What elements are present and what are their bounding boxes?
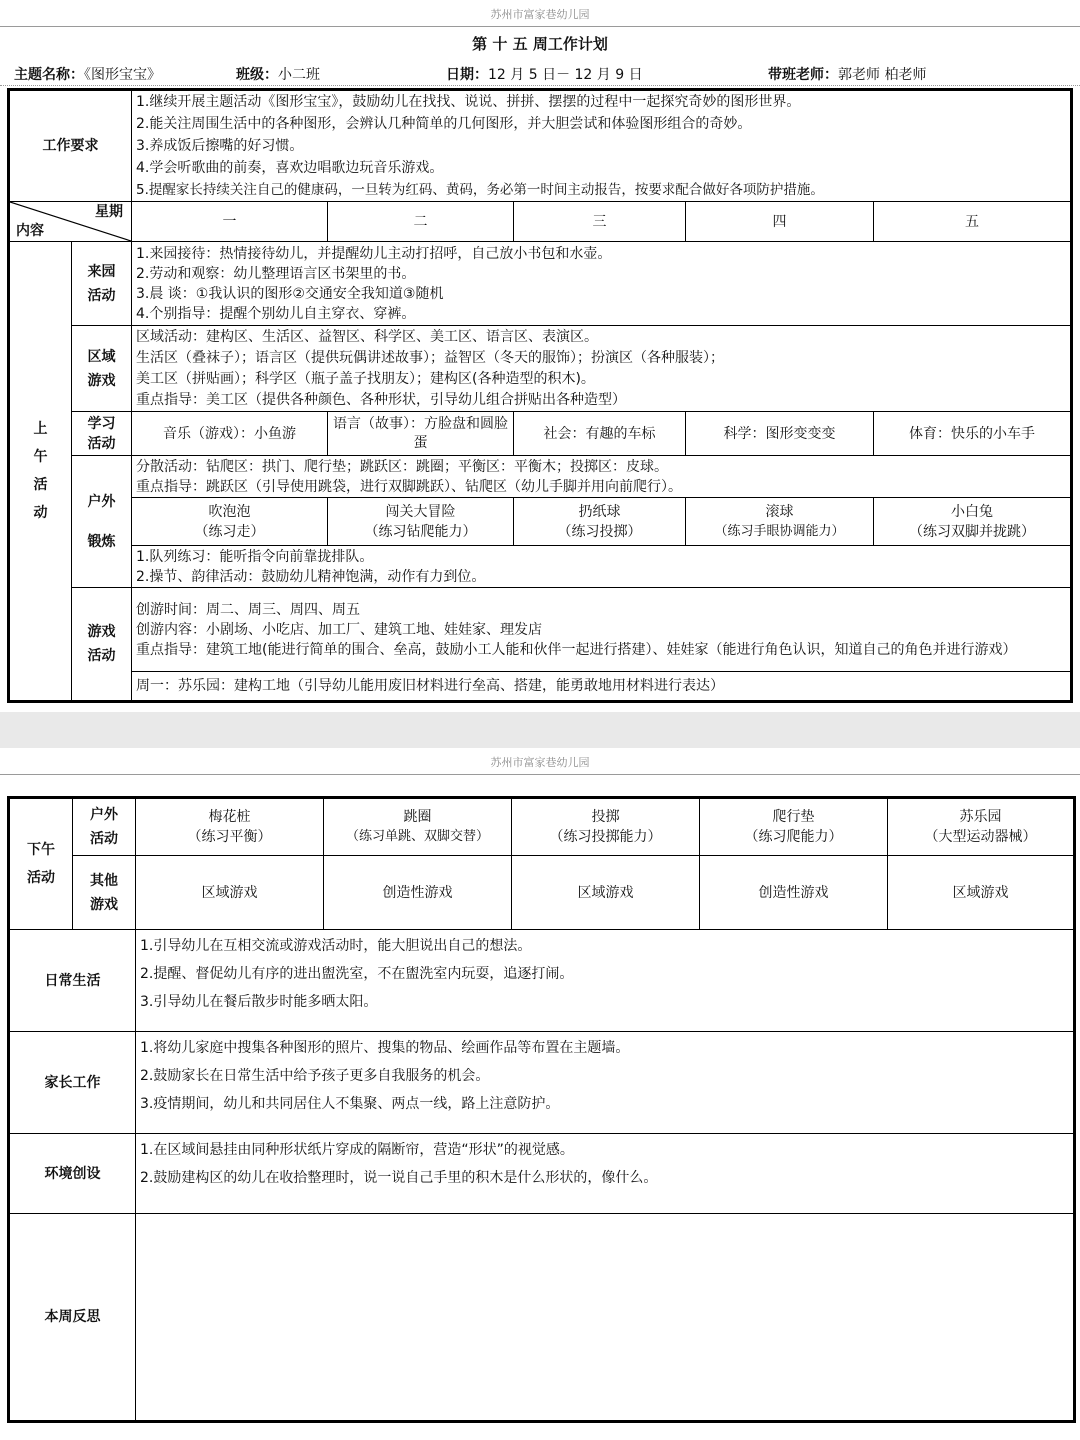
- teacher-label: 带班老师：: [768, 67, 838, 83]
- other-games-label-line: 游戏: [90, 896, 118, 913]
- learning-wed: 社会：有趣的车标: [514, 412, 686, 456]
- work-requirement-item: 3.养成饭后擦嘴的好习惯。: [136, 138, 304, 154]
- content-label: 内容: [16, 223, 44, 239]
- afternoon-day-name: 爬行垫: [772, 809, 815, 825]
- afternoon-outdoor-mon: [136, 798, 324, 856]
- games-item: 创游内容：小剧场、小吃店、加工厂、建筑工地、娃娃家、理发店: [136, 621, 542, 638]
- document-title: 第 十 五 周工作计划: [472, 35, 608, 53]
- afternoon-outdoor-wed: [512, 798, 700, 856]
- area-games-item: 生活区（叠袜子）；语言区（提供玩偶讲述故事）；益智区（冬天的服饰）；扮演区（各种服装）；: [136, 349, 724, 366]
- other-games-tue: 创造性游戏: [324, 856, 512, 930]
- page-2: [0, 748, 1080, 1440]
- learning-label-line: 活动: [87, 435, 116, 452]
- outdoor-day-note: （练习手眼协调能力）: [714, 523, 845, 539]
- afternoon-outdoor-tue: [324, 798, 512, 856]
- learning-mon: 音乐（游戏）：小鱼游: [132, 412, 328, 456]
- environment-item: 1.在区域间悬挂由同种形状纸片穿成的隔断帘，营造“形状”的视觉感。: [140, 1142, 574, 1158]
- outdoor-thu: [686, 498, 874, 546]
- afternoon-outdoor-thu: [700, 798, 888, 856]
- afternoon-day-name: 梅花桩: [208, 809, 251, 825]
- outdoor-day-name: 吹泡泡: [208, 503, 251, 520]
- arrival-item: 4.个别指导：提醒个别幼儿自主穿衣、穿裤。: [136, 305, 416, 322]
- outdoor-tue: [328, 498, 514, 546]
- other-games-label-line: 其他: [90, 872, 118, 889]
- parent-work-item: 2.鼓励家长在日常生活中给予孩子更多自我服务的机会。: [140, 1068, 490, 1084]
- learning-label-line: 学习: [87, 415, 116, 432]
- plan-table-morning: [7, 88, 1073, 703]
- daily-life-item: 3.引导幼儿在餐后散步时能多晒太阳。: [140, 994, 378, 1010]
- arrival-label: [72, 242, 132, 326]
- info-row: [0, 61, 1080, 86]
- theme-label: 主题名称：: [14, 67, 84, 83]
- class-label: 班级：: [236, 67, 278, 83]
- morning-label-char: 午: [33, 449, 48, 465]
- outdoor-day-name: 闯关大冒险: [385, 503, 456, 520]
- arrival-content: [132, 242, 1072, 326]
- afternoon-outdoor-label-line: 户外: [90, 807, 118, 823]
- work-requirement-item: 2.能关注周围生活中的各种图形，会辨认几种简单的几何图形，并大胆尝试和体验图形组合的奇妙。: [136, 116, 752, 132]
- games-label-line: 活动: [87, 648, 116, 664]
- arrival-item: 3.晨 谈：①我认识的图形②交通安全我知道③随机: [136, 285, 444, 302]
- afternoon-day-note: （练习爬能力）: [744, 829, 843, 845]
- other-games-mon: 区域游戏: [136, 856, 324, 930]
- afternoon-outdoor-label-line: 活动: [90, 831, 118, 847]
- games-label: [72, 588, 132, 702]
- outdoor-day-name: 小白兔: [951, 503, 993, 520]
- afternoon-day-note: （大型运动器械）: [924, 829, 1037, 845]
- page-header: 苏州市富家巷幼儿园: [0, 0, 1080, 27]
- afternoon-day-note: （练习单跳、双脚交替）: [345, 829, 489, 844]
- area-games-content: [132, 326, 1072, 412]
- reflection-label: 本周反思: [9, 1214, 136, 1422]
- work-requirement-item: 5.提醒家长持续关注自己的健康码，一旦转为红码、黄码，务必第一时间主动报告，按要求配合做好各项防护措施。: [136, 182, 824, 198]
- learning-thu: 科学：图形变变变: [686, 412, 874, 456]
- outdoor-day-note: （练习双脚并拢跳）: [909, 523, 1035, 540]
- other-games-thu: 创造性游戏: [700, 856, 888, 930]
- outdoor-day-note: （练习钻爬能力）: [364, 523, 477, 540]
- date-value: 12 月 5 日－ 12 月 9 日: [488, 67, 643, 83]
- outdoor-exercises: [132, 546, 1072, 588]
- outdoor-exercise-label: [72, 456, 132, 588]
- day-header-tue: 二: [328, 202, 514, 242]
- date-label: 日期：: [446, 67, 488, 83]
- afternoon-day-name: 跳圈: [403, 809, 432, 825]
- theme-value: 《图形宝宝》: [84, 67, 161, 83]
- daily-life-item: 2.提醒、督促幼儿有序的进出盥洗室，不在盥洗室内玩耍，追逐打闹。: [140, 966, 574, 982]
- outdoor-fri: [874, 498, 1072, 546]
- weekday-content-header: [9, 202, 132, 242]
- exercise-item: 2.操节、韵律活动：鼓励幼儿精神饱满，动作有力到位。: [136, 568, 486, 585]
- page-1: [0, 0, 1080, 712]
- plan-table-afternoon: [7, 796, 1076, 1423]
- day-header-mon: 一: [132, 202, 328, 242]
- class-value: 小二班: [278, 67, 320, 83]
- afternoon-activities-label: [9, 798, 73, 930]
- other-games-fri: 区域游戏: [888, 856, 1075, 930]
- parent-work-item: 3.疫情期间，幼儿和共同居住人不集聚、两点一线，路上注意防护。: [140, 1096, 560, 1112]
- games-item: 重点指导：建筑工地(能进行简单的围合、垒高，鼓励小工人能和伙伴一起进行搭建）、娃娃家（能进行角色认识，知道自己的角色并进行游戏）: [136, 641, 1017, 658]
- outdoor-content: [132, 456, 1072, 498]
- area-games-label-line: 区域: [87, 348, 116, 365]
- parent-work-label: 家长工作: [9, 1032, 136, 1134]
- afternoon-label-line: 活动: [27, 870, 55, 886]
- morning-label-char: 上: [33, 421, 48, 437]
- outdoor-item: 分散活动：钻爬区：拱门、爬行垫；跳跃区：跳圈；平衡区：平衡木；投掷区：皮球。: [136, 458, 668, 475]
- reflection-content[interactable]: [136, 1214, 1075, 1422]
- work-requirement-item: 4.学会听歌曲的前奏，喜欢边唱歌边玩音乐游戏。: [136, 160, 444, 176]
- work-requirement-item: 1.继续开展主题活动《图形宝宝》，鼓励幼儿在找找、说说、拼拼、摆摆的过程中一起探究奇妙的图形世界。: [136, 94, 801, 110]
- page-header-2: 苏州市富家巷幼儿园: [0, 748, 1080, 775]
- outdoor-label-line: 锻炼: [87, 533, 116, 550]
- afternoon-outdoor-label: [73, 798, 136, 856]
- parent-work-item: 1.将幼儿家庭中搜集各种图形的照片、搜集的物品、绘画作品等布置在主题墙。: [140, 1040, 630, 1056]
- outdoor-day-name: 扔纸球: [578, 503, 621, 520]
- environment-label: 环境创设: [9, 1134, 136, 1214]
- afternoon-day-name: 投掷: [591, 809, 620, 825]
- morning-activities-label: [9, 242, 72, 702]
- area-games-label-line: 游戏: [87, 372, 116, 389]
- games-item: 创游时间：周二、周三、周四、周五: [136, 601, 360, 618]
- outdoor-item: 重点指导：跳跃区（引导使用跳袋，进行双脚跳跃）、钻爬区（幼儿手脚并用向前爬行）。: [136, 478, 682, 495]
- arrival-label-line: 来园: [87, 263, 116, 280]
- work-requirements-label: 工作要求: [9, 90, 132, 202]
- outdoor-day-name: 滚球: [765, 503, 794, 520]
- daily-life-label: 日常生活: [9, 930, 136, 1032]
- area-games-item: 区域活动：建构区、生活区、益智区、科学区、美工区、语言区、表演区。: [136, 328, 598, 345]
- learning-label: [72, 412, 132, 456]
- arrival-item: 2.劳动和观察：幼儿整理语言区书架里的书。: [136, 265, 416, 282]
- afternoon-day-note: （练习平衡）: [187, 829, 272, 845]
- outdoor-day-note: （练习走）: [194, 523, 265, 540]
- learning-fri: 体育：快乐的小车手: [874, 412, 1072, 456]
- morning-label-char: 活: [33, 477, 48, 493]
- area-games-label: [72, 326, 132, 412]
- afternoon-day-name: 苏乐园: [959, 809, 1002, 825]
- area-games-item: 重点指导：美工区（提供各种颜色、各种形状，引导幼儿组合拼贴出各种造型）: [136, 391, 626, 408]
- day-header-thu: 四: [686, 202, 874, 242]
- daily-life-item: 1.引导幼儿在互相交流或游戏活动时，能大胆说出自己的想法。: [140, 938, 532, 954]
- weekday-label: 星期: [95, 204, 123, 220]
- daily-life-content: [136, 930, 1075, 1032]
- outdoor-mon: [132, 498, 328, 546]
- games-label-line: 游戏: [87, 624, 116, 640]
- environment-content: [136, 1134, 1075, 1214]
- afternoon-outdoor-fri: [888, 798, 1075, 856]
- other-games-wed: 区域游戏: [512, 856, 700, 930]
- learning-tue: 语言（故事）：方脸盘和圆脸蛋: [328, 412, 514, 456]
- other-games-label: [73, 856, 136, 930]
- sule-activity: 周一：苏乐园：建构工地（引导幼儿能用废旧材料进行垒高、搭建，能勇敢地用材料进行表达）: [132, 672, 1072, 702]
- outdoor-label-line: 户外: [87, 493, 116, 510]
- area-games-item: 美工区（拼贴画）；科学区（瓶子盖子找朋友）；建构区(各种造型的积木)。: [136, 370, 595, 387]
- day-header-wed: 三: [514, 202, 686, 242]
- day-header-fri: 五: [874, 202, 1072, 242]
- afternoon-day-note: （练习投掷能力）: [549, 829, 662, 845]
- arrival-item: 1.来园接待：热情接待幼儿，并提醒幼儿主动打招呼，自己放小书包和水壶。: [136, 245, 612, 262]
- outdoor-day-note: （练习投掷）: [557, 523, 642, 540]
- games-content: [132, 588, 1072, 672]
- outdoor-wed: [514, 498, 686, 546]
- work-requirements-content: [132, 90, 1072, 202]
- exercise-item: 1.队列练习：能听指令向前靠拢排队。: [136, 548, 374, 565]
- arrival-label-line: 活动: [87, 287, 116, 304]
- morning-label-char: 动: [33, 505, 48, 521]
- teacher-value: 郭老师 柏老师: [838, 67, 927, 83]
- environment-item: 2.鼓励建构区的幼儿在收拾整理时，说一说自己手里的积木是什么形状的，像什么。: [140, 1170, 658, 1186]
- parent-work-content: [136, 1032, 1075, 1134]
- afternoon-label-line: 下午: [27, 842, 55, 858]
